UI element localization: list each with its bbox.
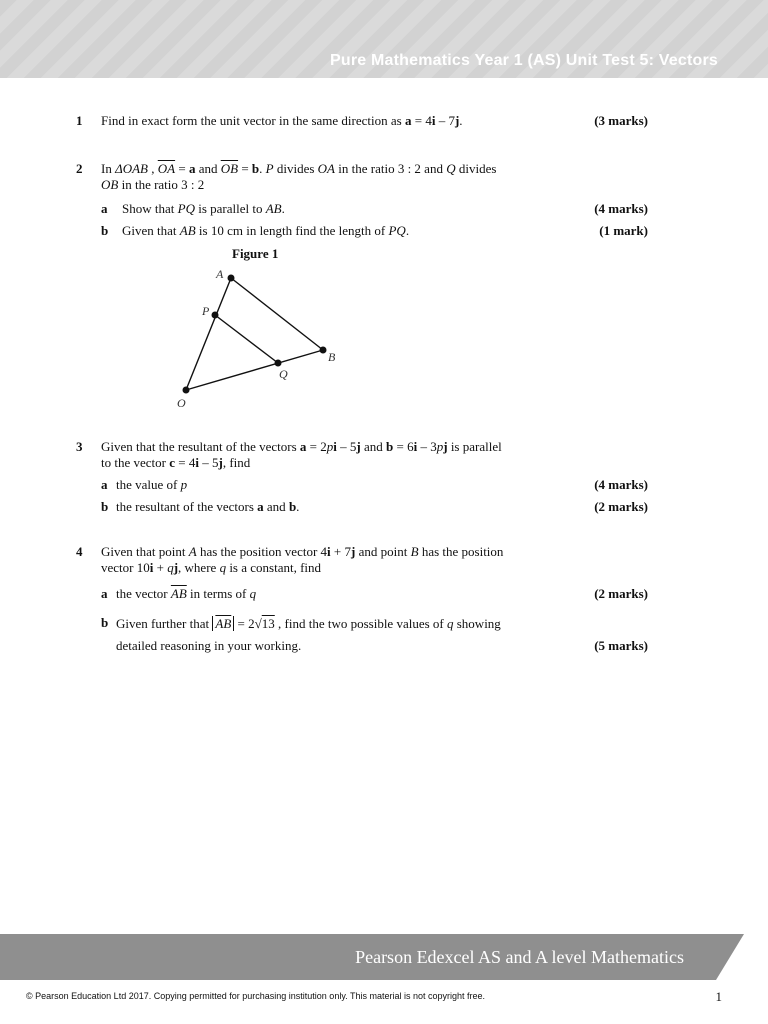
text-segment: Show that	[122, 201, 178, 216]
text-segment: is parallel	[447, 439, 502, 454]
triangle-oab: ΔOAB	[115, 161, 148, 176]
text-segment: showing	[453, 616, 501, 631]
vector-a: a	[188, 161, 196, 176]
label-a: A	[216, 267, 224, 281]
text-segment: in the ratio 3 : 2 and	[335, 161, 447, 176]
text-segment: in terms of	[186, 586, 250, 601]
unit-j: j	[173, 560, 179, 575]
page-header-banner	[0, 0, 768, 78]
vector-oa: $\overline{OA}$	[157, 161, 176, 176]
unit-j: j	[454, 113, 460, 128]
marks-label: (2 marks)	[594, 586, 648, 601]
unit-j: j	[356, 439, 361, 454]
marks-label: (1 mark)	[599, 223, 648, 238]
question-number: 3	[76, 439, 83, 454]
text-segment: – 5	[336, 439, 357, 454]
text-segment: is 10 cm in length find the length of	[195, 223, 389, 238]
text-segment: vector 10	[101, 560, 150, 575]
point-b: B	[410, 544, 419, 559]
label-b: B	[328, 350, 336, 364]
text-segment: Given that	[122, 223, 180, 238]
text-segment: Given that point	[101, 544, 189, 559]
line-ab: AB	[179, 223, 196, 238]
variable-p: p	[436, 439, 444, 454]
line-ob: OB	[101, 177, 119, 192]
marks-label: (4 marks)	[594, 201, 648, 216]
point-o-dot	[183, 387, 190, 394]
text-segment: =	[238, 161, 252, 176]
point-a: A	[188, 544, 197, 559]
vector-b: b	[288, 499, 297, 514]
vector-a: a	[257, 499, 264, 514]
text-segment: , find	[222, 455, 251, 470]
unit-i: i	[195, 455, 199, 470]
text-segment: = 6	[393, 439, 414, 454]
point-q: Q	[446, 161, 456, 176]
line-pq: PQ	[388, 223, 406, 238]
text-segment: and	[360, 439, 387, 454]
text-segment: .	[259, 161, 266, 176]
question-text	[101, 544, 561, 576]
text-segment: .	[405, 223, 410, 238]
text-segment: – 3	[417, 439, 437, 454]
text-segment: has the position vector 4	[196, 544, 328, 559]
unit-i: i	[333, 439, 337, 454]
text-segment: = 4	[411, 113, 432, 128]
line-oa: OA	[317, 161, 335, 176]
question-text	[101, 161, 561, 193]
line-pq: PQ	[177, 201, 195, 216]
text-segment: and point	[355, 544, 411, 559]
header-title: Pure Mathematics Year 1 (AS) Unit Test 5: Vectors	[329, 52, 718, 69]
point-a-dot	[228, 275, 235, 282]
unit-j: j	[351, 544, 356, 559]
marks-label: (3 marks)	[594, 113, 648, 128]
part-text	[122, 223, 409, 239]
text-segment: = 2	[234, 616, 255, 631]
sqrt-symbol: √	[254, 616, 262, 631]
part-label: b	[101, 223, 109, 238]
text-segment: .	[459, 113, 463, 128]
vector-c: c	[169, 455, 176, 470]
line-ob	[186, 350, 323, 390]
text-segment: divides	[455, 161, 497, 176]
text-segment: + 7	[330, 544, 352, 559]
marks-label: (4 marks)	[594, 477, 648, 492]
part-text	[116, 477, 187, 493]
footer-title: Pearson Edexcel AS and A level Mathematics	[355, 947, 684, 967]
marks-label: (5 marks)	[594, 638, 648, 653]
text-segment: .	[296, 499, 300, 514]
part-label: b	[101, 499, 109, 514]
vector-a: a	[404, 113, 412, 128]
label-q: Q	[279, 367, 288, 381]
point-p-dot	[212, 312, 219, 319]
variable-q: q	[167, 560, 174, 575]
text-segment: , find the two possible values of	[274, 616, 447, 631]
text-segment: the vector	[116, 586, 171, 601]
text-segment: ,	[148, 161, 158, 176]
figure-title: Figure 1	[232, 246, 279, 261]
text-segment: = 4	[175, 455, 196, 470]
text-segment: In	[101, 161, 116, 176]
line-ab	[231, 278, 323, 350]
unit-j: j	[218, 455, 223, 470]
variable-p: p	[180, 477, 188, 492]
vector-b: b	[251, 161, 260, 176]
unit-i: i	[413, 439, 418, 454]
magnitude-ab	[212, 616, 234, 631]
text-segment: in the ratio 3 : 2	[118, 177, 205, 192]
vector-ab: $\overline{AB}$	[215, 616, 232, 631]
question-text	[101, 439, 561, 471]
part-text	[122, 201, 285, 217]
text-segment: Find in exact form the unit vector in the same direction as	[101, 113, 405, 128]
text-segment: = 2	[306, 439, 327, 454]
unit-j: j	[443, 439, 448, 454]
text-segment: – 5	[198, 455, 219, 470]
point-b-dot	[320, 347, 327, 354]
text-segment: , where	[178, 560, 220, 575]
text-segment: to the vector	[101, 455, 170, 470]
part-label: b	[101, 615, 109, 630]
label-o: O	[177, 396, 186, 410]
text-segment: has the position	[418, 544, 504, 559]
part-label: a	[101, 586, 108, 601]
part-label: a	[101, 201, 108, 216]
page-number: 1	[715, 989, 722, 1004]
point-q-dot	[275, 360, 282, 367]
variable-q: q	[249, 586, 257, 601]
copyright-notice: © Pearson Education Ltd 2017. Copying permitted for purchasing institution only. This material is not copyright free.	[26, 991, 486, 1001]
part-text-line-2: detailed reasoning in your working.	[116, 638, 302, 653]
text-segment: Given further that	[116, 616, 213, 631]
text-segment: divides	[273, 161, 318, 176]
text-segment: and	[263, 499, 289, 514]
point-p: P	[265, 161, 274, 176]
question-number: 4	[76, 544, 83, 559]
line-pq	[215, 315, 278, 363]
text-segment: and	[195, 161, 221, 176]
line-oa	[186, 278, 231, 390]
question-text	[101, 113, 561, 129]
text-segment: +	[153, 560, 168, 575]
variable-q: q	[447, 616, 454, 631]
text-segment: is parallel to	[194, 201, 266, 216]
part-text	[116, 613, 501, 635]
radicand: 13	[261, 616, 275, 631]
part-label: a	[101, 477, 108, 492]
vector-b: b	[386, 439, 394, 454]
vector-ob: $\overline{OB}$	[220, 161, 239, 176]
text-segment: =	[175, 161, 189, 176]
part-text	[116, 586, 256, 602]
line-ab: AB	[265, 201, 282, 216]
variable-p: p	[326, 439, 334, 454]
text-segment: is a constant, find	[226, 560, 322, 575]
question-number: 2	[76, 161, 83, 176]
figure-1-triangle-diagram	[160, 262, 360, 412]
text-segment: the value of	[116, 477, 181, 492]
text-segment: Given that the resultant of the vectors	[101, 439, 300, 454]
unit-i: i	[327, 544, 331, 559]
vector-a: a	[299, 439, 307, 454]
vector-ab: $\overline{AB}$	[170, 586, 187, 601]
label-p: P	[202, 304, 210, 318]
marks-label: (2 marks)	[594, 499, 648, 514]
text-segment: – 7	[435, 113, 455, 128]
unit-i: i	[149, 560, 154, 575]
text-segment: .	[281, 201, 285, 216]
part-text	[116, 499, 299, 515]
text-segment: the resultant of the vectors	[116, 499, 258, 514]
unit-i: i	[431, 113, 436, 128]
question-number: 1	[76, 113, 83, 128]
variable-q: q	[219, 560, 227, 575]
footer-banner	[0, 934, 768, 980]
